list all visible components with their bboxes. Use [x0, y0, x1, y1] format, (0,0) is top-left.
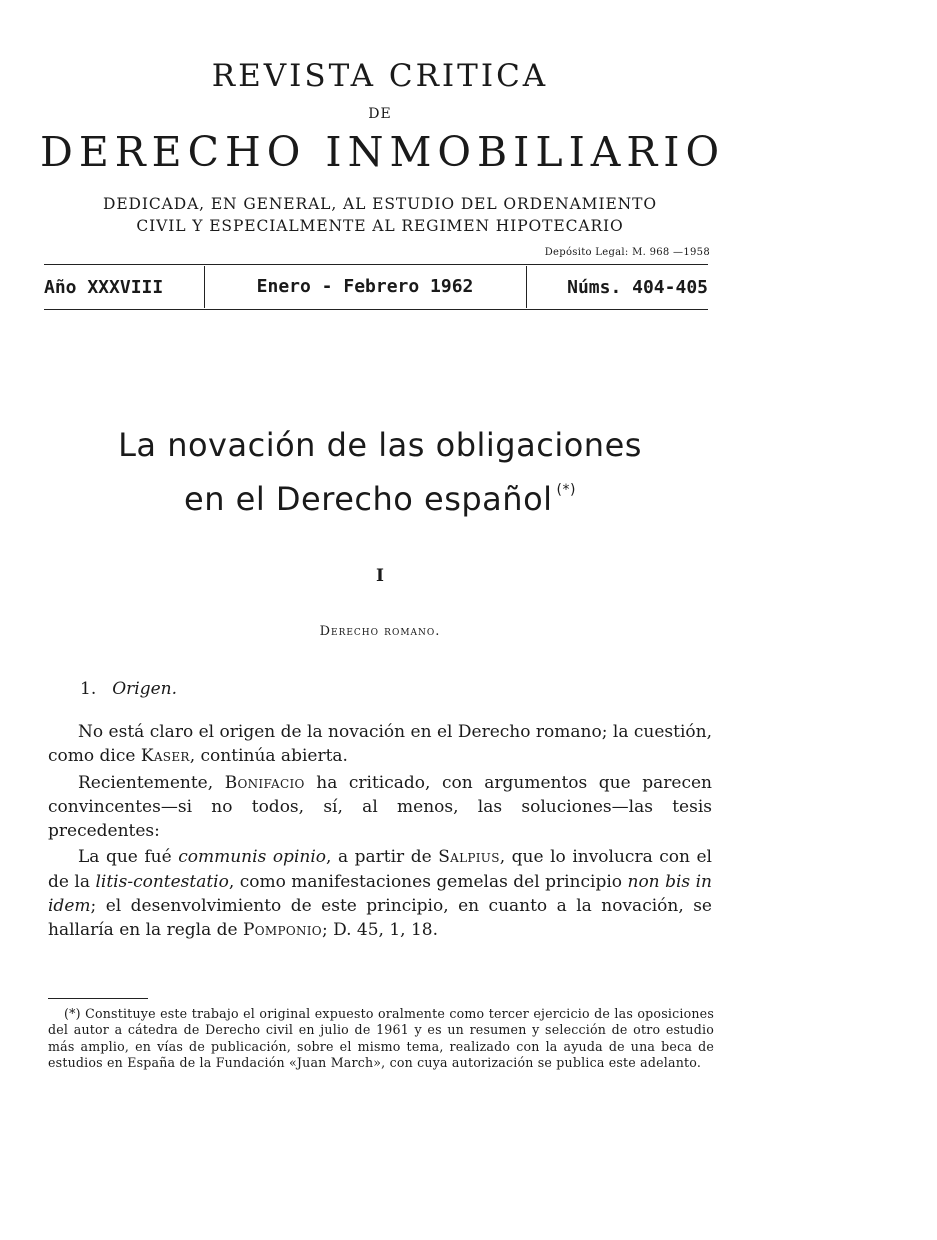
- issue-year: Año XXXVIII: [44, 276, 164, 298]
- author-salpius: Salpius: [438, 847, 500, 868]
- journal-title-main: DERECHO INMOBILIARIO: [40, 128, 726, 176]
- journal-subtitle: [40, 193, 720, 237]
- issue-number: Núms. 404-405: [567, 276, 708, 298]
- footnote-mark: (*): [556, 482, 576, 498]
- journal-subtitle-line-1: DEDICADA, EN GENERAL, AL ESTUDIO DEL ORDENAMIENTO: [103, 195, 657, 213]
- author-kaser: Kaser: [140, 746, 190, 767]
- issue-rule-bottom: [44, 309, 708, 310]
- legal-deposit: Depósito Legal: M. 968 —1958: [544, 247, 710, 258]
- part-numeral: I: [376, 566, 384, 586]
- paragraph-3: La que fué communis opinio, a partir de Salpius, que lo involucra con el de la litis-contestatio, como manifestaciones gemelas del principio non bis in idem; el desenvolvimiento de este principio, en cuanto a la novación, se hallaría en la regla de Pomponio; D. 45, 1, 18.: [48, 847, 712, 941]
- subsection-heading: [80, 679, 177, 699]
- paragraph-2: Recientemente, Bonifacio ha criticado, con argumentos que parecen convincentes—si no todos, sí, al menos, las soluciones—las tesis precedentes:: [48, 772, 712, 842]
- issue-rule-top: [44, 264, 708, 265]
- term-communis-opinio: communis opinio: [178, 847, 327, 868]
- article-title-line-2-text: en el Derecho español: [184, 480, 553, 518]
- subsection-number: 1.: [80, 679, 97, 699]
- body-text: [48, 720, 712, 945]
- article-title-line-1: La novación de las obligaciones: [118, 426, 642, 464]
- journal-title-connector: DE: [368, 106, 392, 122]
- article-title-line-2: [0, 468, 760, 522]
- issue-bar: [44, 266, 708, 308]
- term-litis-contestatio: litis-contestatio: [95, 871, 229, 892]
- journal-title: REVISTA CRITICA: [211, 58, 549, 94]
- footnote-rule: [48, 998, 148, 999]
- subsection-title: Origen.: [112, 679, 178, 699]
- journal-subtitle-line-2: CIVIL Y ESPECIALMENTE AL REGIMEN HIPOTECARIO: [136, 217, 624, 235]
- footnote: [48, 1006, 714, 1072]
- issue-date: Enero - Febrero 1962: [204, 266, 527, 308]
- footnote-text: (*) Constituye este trabajo el original expuesto oralmente como tercer ejercicio de las oposiciones del autor a cátedra de Derecho civil en julio de 1961 y es un resumen y selección de otro estudio más amplio, en vías de publicación, sobre el mismo tema, realizado con la ayuda de una beca de estudios en España de la Fundación «Juan March», con cuya autorización se publica este adelanto.: [48, 1006, 714, 1071]
- term-non-bis-in-idem: non bis in idem: [48, 871, 712, 917]
- author-pomponio: Pomponio: [242, 920, 322, 941]
- paragraph-1: No está claro el origen de la novación en el Derecho romano; la cuestión, como dice Kaser, continúa abierta.: [48, 722, 712, 767]
- section-heading: Derecho romano.: [319, 624, 441, 639]
- article-title: [0, 423, 760, 522]
- author-bonifacio: Bonifacio: [224, 772, 305, 793]
